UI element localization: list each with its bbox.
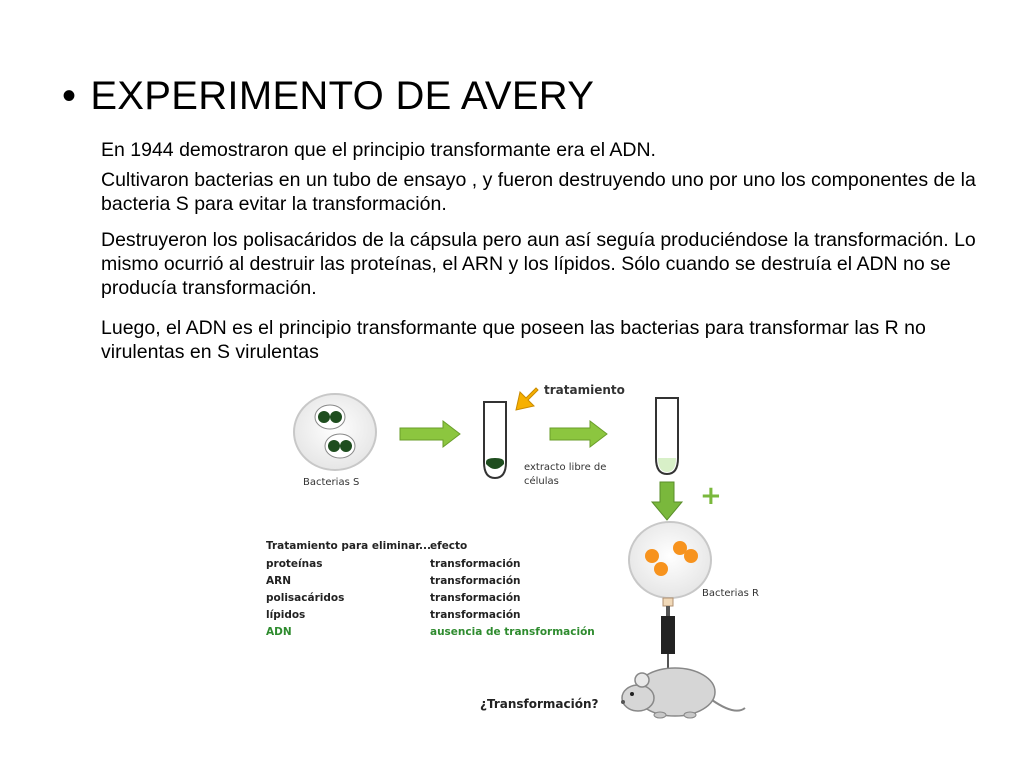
avery-experiment-diagram — [250, 370, 810, 750]
s-bacterium — [318, 411, 330, 423]
test-tube-2 — [656, 398, 678, 474]
table-row-item-adn: ADN — [266, 626, 292, 638]
paragraph-3: Destruyeron los polisacáridos de la cápsula pero aun así seguía produciéndose la transformación. Lo mismo ocurrió al destruir las proteínas, el ARN y los lípidos. Sólo cuando se destruía el ADN no se producía transformación. — [101, 229, 976, 299]
table-row-effect-adn: ausencia de transformación — [430, 626, 595, 638]
label-transformacion-question: ¿Transformación? — [480, 697, 599, 711]
title-text: EXPERIMENTO DE AVERY — [90, 74, 595, 118]
table-row-effect: transformación — [430, 592, 521, 604]
s-bacterium — [340, 440, 352, 452]
paragraph-4: Luego, el ADN es el principio transformante que poseen las bacterias para transformar las R no virulentas en S virulentas — [101, 317, 926, 363]
table-row-effect: transformación — [430, 558, 521, 570]
s-bacterium — [330, 411, 342, 423]
petri-dish-s — [294, 394, 376, 470]
mouse-icon — [621, 668, 745, 718]
petri-dish-r — [629, 522, 711, 598]
r-bacterium — [645, 549, 659, 563]
table-row-item: proteínas — [266, 558, 323, 570]
treatment-arrow — [516, 388, 538, 410]
paragraph-2: Cultivaron bacterias en un tubo de ensayo , y fueron destruyendo uno por uno los componentes de la bacteria S para evitar la transformación. — [101, 169, 976, 215]
plus-sign: + — [700, 481, 722, 511]
table-header-right: efecto — [430, 540, 468, 552]
s-bacterium — [328, 440, 340, 452]
table-row-effect: transformación — [430, 609, 521, 621]
r-bacterium — [684, 549, 698, 563]
paragraph-1: En 1944 demostraron que el principio transformante era el ADN. — [101, 139, 656, 161]
arrow-right-2 — [550, 421, 607, 447]
syringe-icon — [661, 598, 675, 672]
label-extracto-2: células — [524, 476, 559, 487]
label-tratamiento: tratamiento — [544, 383, 625, 397]
title-bullet: • — [62, 74, 77, 118]
table-header-left: Tratamiento para eliminar... — [266, 540, 431, 552]
label-extracto-1: extracto libre de — [524, 462, 607, 473]
test-tube-1 — [484, 402, 506, 478]
r-bacterium — [654, 562, 668, 576]
table-row-effect: transformación — [430, 575, 521, 587]
label-bacterias-r: Bacterias R — [702, 588, 759, 599]
slide-title — [62, 72, 594, 120]
arrow-right-1 — [400, 421, 460, 447]
arrow-down — [652, 482, 682, 520]
table-row-item: lípidos — [266, 609, 306, 621]
results-table — [266, 540, 595, 638]
label-bacterias-s: Bacterias S — [303, 477, 360, 488]
table-row-item: polisacáridos — [266, 592, 345, 604]
table-row-item: ARN — [266, 575, 291, 587]
